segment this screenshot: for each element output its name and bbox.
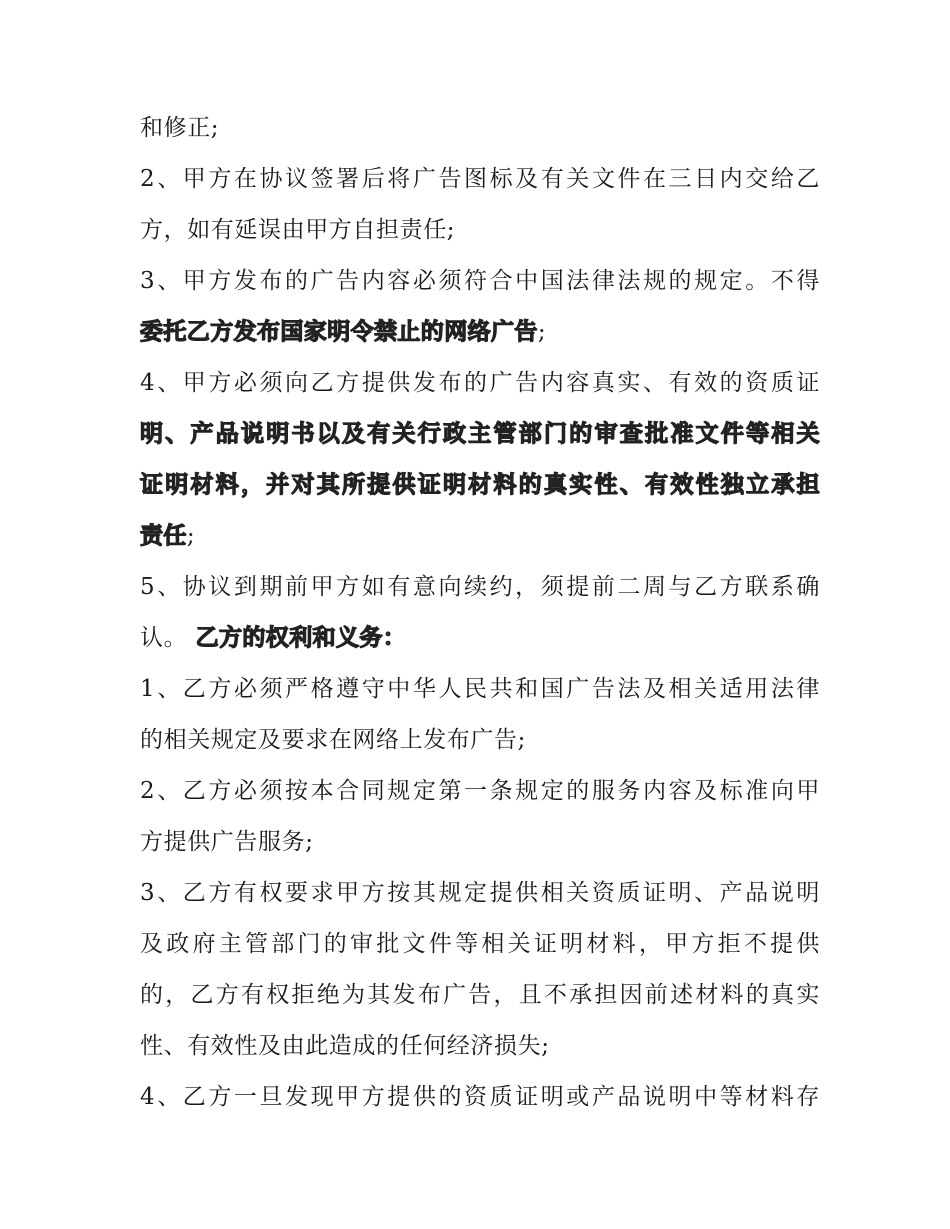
text-segment: 4、甲方必须向乙方提供发布的广告内容真实、有效的资质证 — [140, 370, 820, 396]
text-line — [140, 715, 820, 766]
text-line — [140, 1072, 820, 1123]
text-line — [140, 664, 820, 715]
text-segment: 2、甲方在协议签署后将广告图标及有关文件在三日内交给乙 — [140, 166, 820, 192]
outlined-text-segment: 证明材料，并对其所提供证明材料的真实性、有效性独立承担 — [140, 472, 820, 498]
outlined-text-segment: 明、产品说明书以及有关行政主管部门的审查批准文件等相关 — [140, 421, 820, 447]
text-line — [140, 919, 820, 970]
outlined-text-segment: 委托乙方发布国家明令禁止的网络广告 — [140, 319, 538, 345]
text-segment: 和修正; — [140, 115, 220, 141]
text-line — [140, 766, 820, 817]
document-page — [140, 103, 820, 1123]
text-segment: 3、甲方发布的广告内容必须符合中国法律法规的规定。不得 — [140, 268, 820, 294]
outlined-text-segment: 责任 — [140, 523, 187, 549]
text-line — [140, 205, 820, 256]
text-segment: 的相关规定及要求在网络上发布广告; — [140, 727, 526, 753]
text-line — [140, 511, 820, 562]
text-line — [140, 817, 820, 868]
text-segment: 方提供广告服务; — [140, 829, 314, 855]
text-line — [140, 409, 820, 460]
outlined-text-segment: 乙方的权利和义务： — [187, 625, 407, 651]
text-segment: 的，乙方有权拒绝为其发布广告，且不承担因前述材料的真实 — [140, 982, 820, 1008]
text-line — [140, 613, 820, 664]
text-segment: 2、乙方必须按本合同规定第一条规定的服务内容及标准向甲 — [140, 778, 820, 804]
text-line — [140, 460, 820, 511]
text-segment: ; — [537, 319, 547, 345]
text-segment: 1、乙方必须严格遵守中华人民共和国广告法及相关适用法律 — [140, 676, 820, 702]
text-segment: 5、协议到期前甲方如有意向续约，须提前二周与乙方联系确 — [140, 574, 820, 600]
text-line — [140, 970, 820, 1021]
text-line — [140, 154, 820, 205]
text-segment: 性、有效性及由此造成的任何经济损失; — [140, 1033, 550, 1059]
text-segment: 3、乙方有权要求甲方按其规定提供相关资质证明、产品说明 — [140, 880, 820, 906]
text-line — [140, 358, 820, 409]
text-line — [140, 1021, 820, 1072]
text-segment: ; — [186, 523, 196, 549]
text-line — [140, 103, 820, 154]
text-line — [140, 868, 820, 919]
text-line — [140, 307, 820, 358]
text-line — [140, 256, 820, 307]
text-segment: 认。 — [140, 625, 188, 651]
text-segment: 方，如有延误由甲方自担责任; — [140, 217, 456, 243]
text-segment: 4、乙方一旦发现甲方提供的资质证明或产品说明中等材料存 — [140, 1084, 820, 1110]
text-segment: 及政府主管部门的审批文件等相关证明材料，甲方拒不提供 — [140, 931, 820, 957]
text-line — [140, 562, 820, 613]
